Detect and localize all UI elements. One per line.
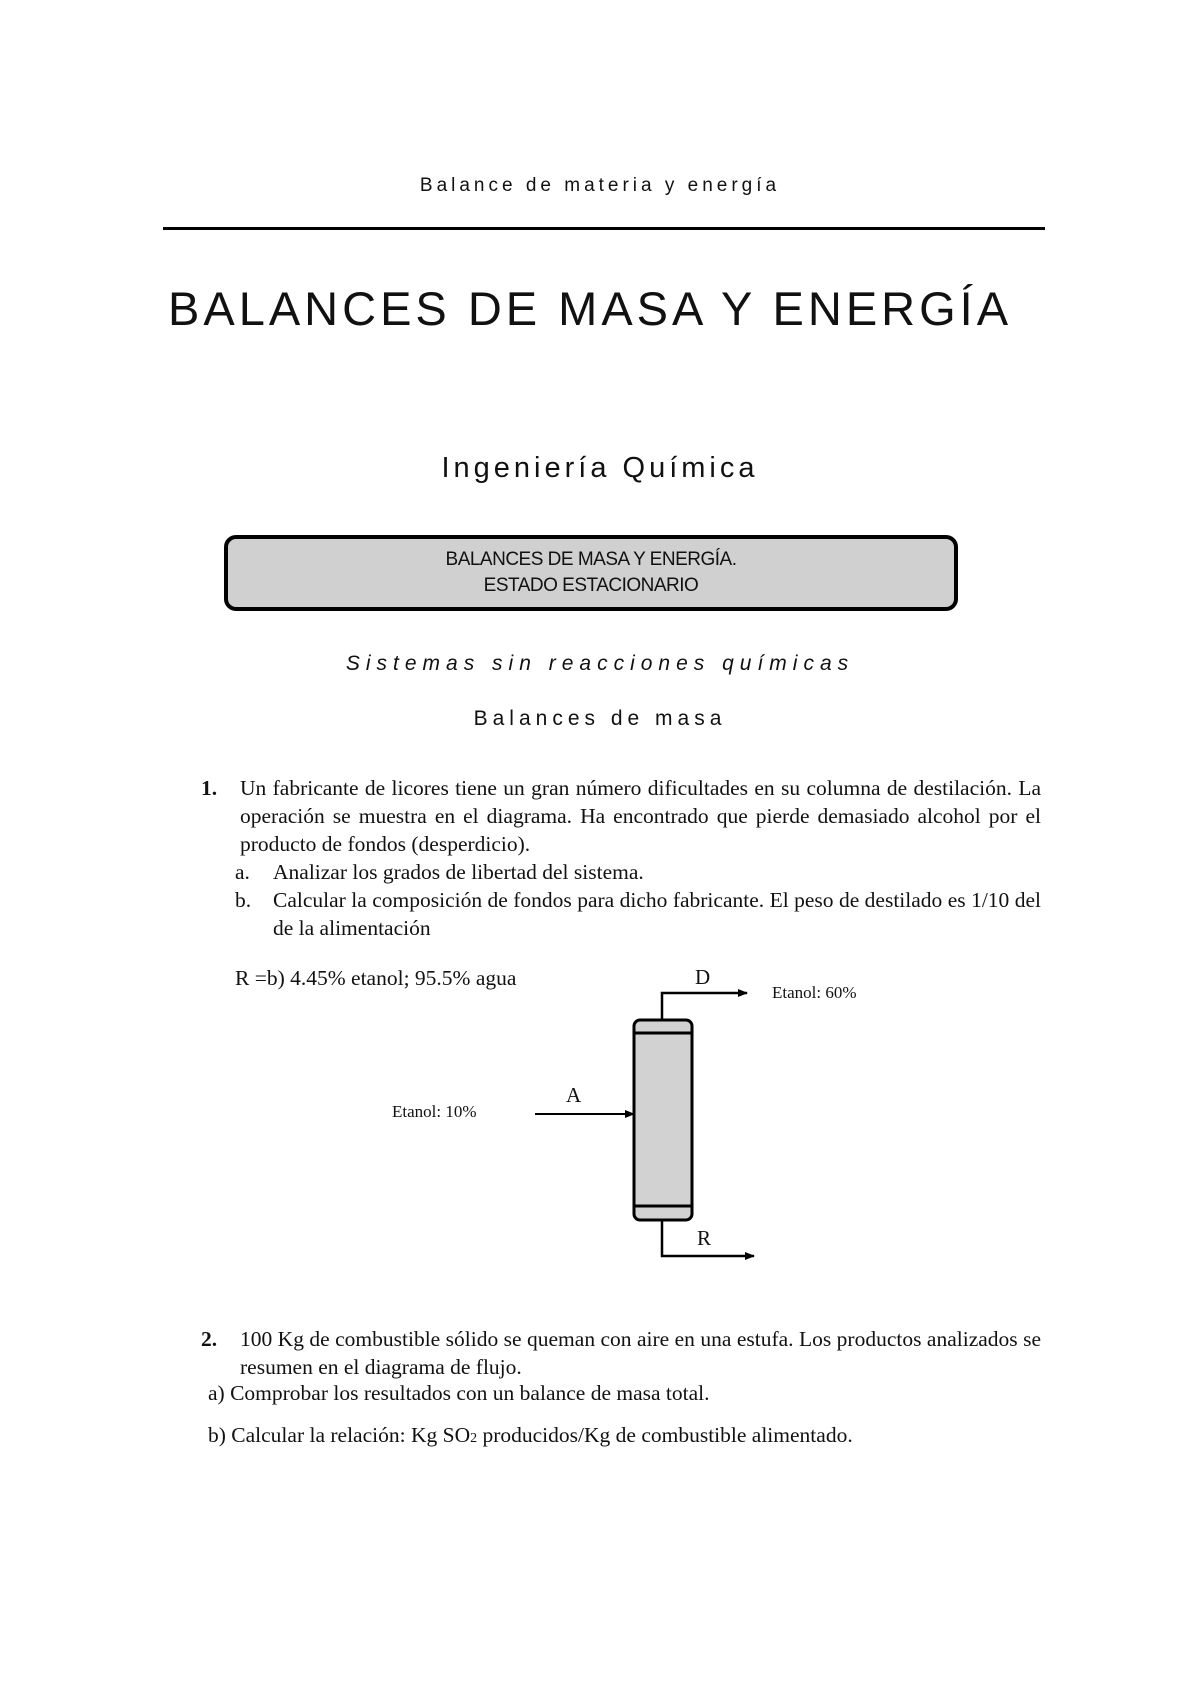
feed-composition: Etanol: 10%	[392, 1102, 477, 1121]
item-text: Calcular la composición de fondos para dicho fabricante. El peso de destilado es 1/10 del de la alimentación	[273, 888, 1041, 940]
problem-2-text: 100 Kg de combustible sólido se queman con aire en una estufa. Los productos analizados se resumen en el diagrama de flujo.	[240, 1327, 1041, 1379]
topic-line-2: ESTADO ESTACIONARIO	[483, 575, 699, 596]
distillate-stream-arrow	[662, 993, 747, 1020]
item-b-text-end: producidos/Kg de combustible alimentado.	[477, 1423, 853, 1447]
item-label: b.	[235, 888, 252, 912]
stream-label-r: R	[697, 1226, 712, 1250]
problem-2-item-b	[208, 1423, 853, 1448]
problem-2-number: 2.	[201, 1327, 218, 1351]
running-header: Balance de materia y energía	[419, 175, 781, 196]
section-title: Sistemas sin reacciones químicas	[345, 652, 855, 675]
subject-title: Ingeniería Química	[441, 452, 759, 484]
subsection-title: Balances de masa	[473, 707, 727, 730]
problem-1-text: Un fabricante de licores tiene un gran número dificultades en su columna de destilación. La operación se muestra en el diagrama. Ha encontrado que pierde demasiado alcohol por el producto de fondos (desperdicio).	[240, 776, 1041, 856]
problem-2-item-a: a) Comprobar los resultados con un balance de masa total.	[208, 1381, 710, 1405]
page-title: BALANCES DE MASA Y ENERGÍA	[168, 282, 1013, 335]
item-label: a.	[235, 860, 250, 884]
item-b-text-start: b) Calcular la relación: Kg SO	[208, 1423, 471, 1447]
item-text: Analizar los grados de libertad del sistema.	[273, 860, 644, 884]
problem-2	[201, 1325, 1041, 1381]
topic-line-1: BALANCES DE MASA Y ENERGÍA.	[445, 549, 737, 570]
item-b-subscript: 2	[470, 1431, 478, 1446]
distillate-composition: Etanol: 60%	[772, 983, 857, 1002]
problem-1-answer: R =b) 4.45% etanol; 95.5% agua	[235, 966, 517, 990]
column-body	[634, 1020, 692, 1220]
stream-label-d: D	[695, 965, 711, 989]
problem-1-number: 1.	[201, 776, 218, 800]
stream-label-a: A	[566, 1083, 582, 1107]
